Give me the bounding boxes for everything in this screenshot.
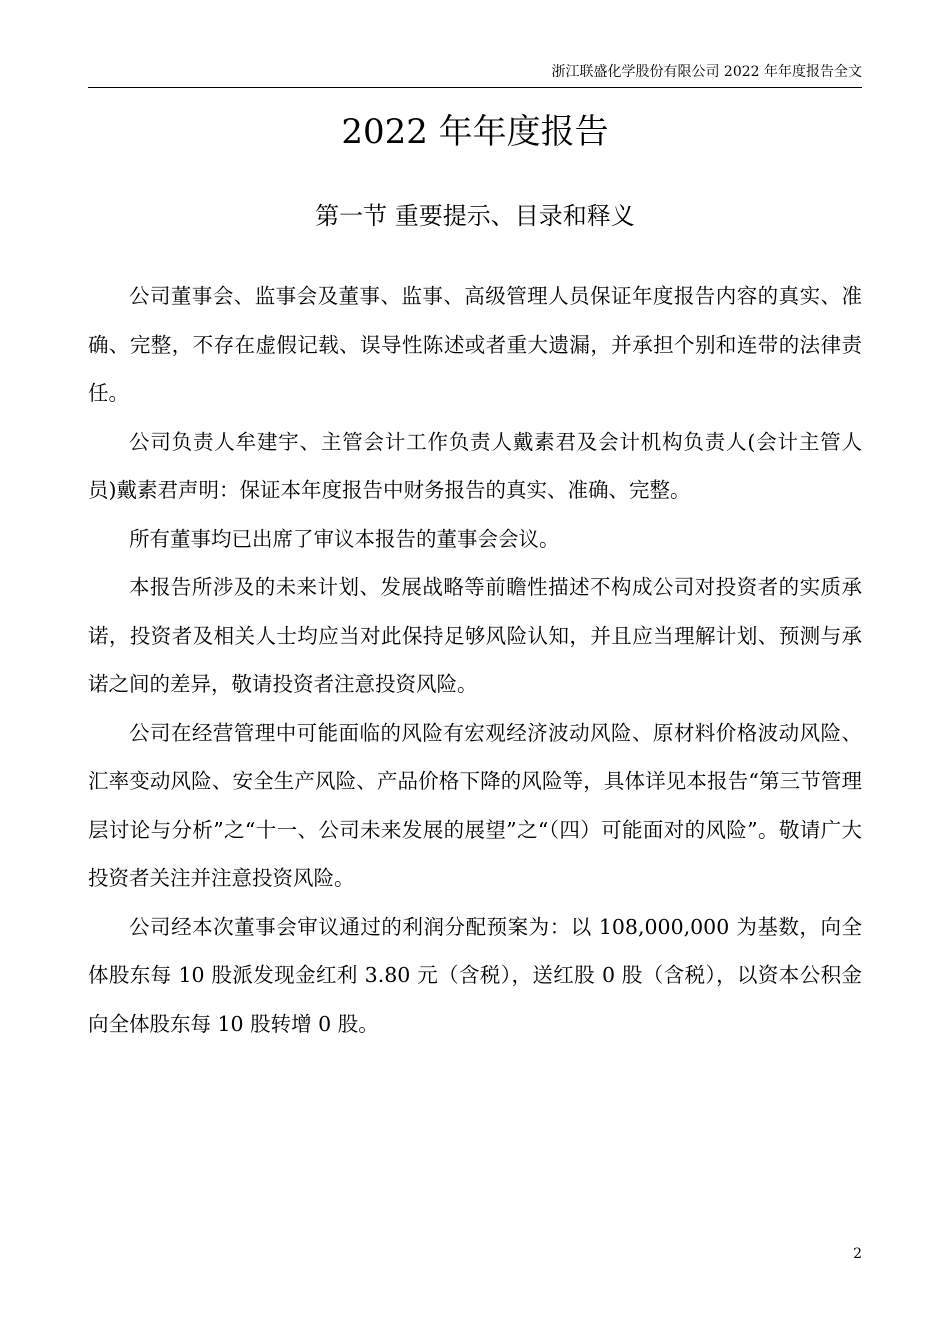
page-number: 2 xyxy=(853,1246,862,1262)
report-title: 2022 年年度报告 xyxy=(341,112,609,152)
header-rule xyxy=(88,87,862,88)
paragraph-director-attendance: 所有董事均已出席了审议本报告的董事会会议。 xyxy=(129,526,560,551)
running-header: 浙江联盛化学股份有限公司 2022 年年度报告全文 xyxy=(551,64,862,80)
paragraph-forward-looking: 本报告所涉及的未来计划、发展战略等前瞻性描述不构成公司对投资者的实质承诺，投资者及相关人士均应当对此保持足够风险认知，并且应当理解计划、预测与承诺之间的差异，敬请投资者注意投资风险。 xyxy=(88,575,862,696)
paragraph-executive-statement: 公司负责人牟建宇、主管会计工作负责人戴素君及会计机构负责人(会计主管人员)戴素君声明：保证本年度报告中财务报告的真实、准确、完整。 xyxy=(88,429,862,502)
section-title: 第一节 重要提示、目录和释义 xyxy=(315,202,635,230)
paragraph-dividend-plan: 公司经本次董事会审议通过的利润分配预案为：以 108,000,000 为基数，向全体股东每 10 股派发现金红利 3.80 元（含税），送红股 0 股（含税），以资本公积金向全体股东每 10 股转增 0 股。 xyxy=(88,914,862,1036)
paragraph-board-guarantee: 公司董事会、监事会及董事、监事、高级管理人员保证年度报告内容的真实、准确、完整，不存在虚假记载、误导性陈述或者重大遗漏，并承担个别和连带的法律责任。 xyxy=(88,284,862,405)
body-text xyxy=(88,272,862,1048)
paragraph-risk-factors: 公司在经营管理中可能面临的风险有宏观经济波动风险、原材料价格波动风险、汇率变动风险、安全生产风险、产品价格下降的风险等，具体详见本报告“第三节管理层讨论与分析”之“十一、公司未来发展的展望”之“（四）可能面对的风险”。敬请广大投资者关注并注意投资风险。 xyxy=(88,720,862,890)
